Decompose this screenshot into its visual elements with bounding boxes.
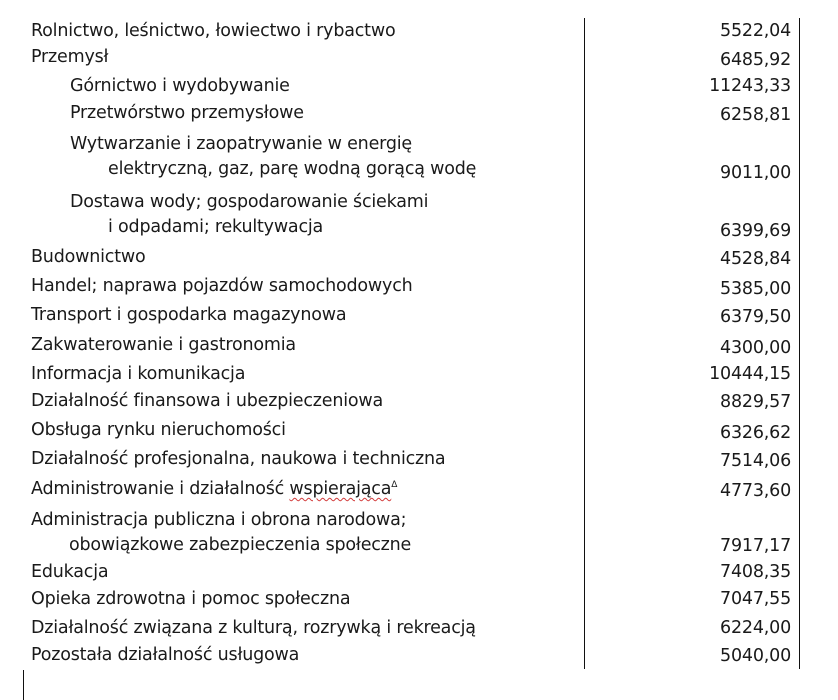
table-column-divider [584,18,585,669]
row-label-line1: Wytwarzanie i zaopatrywanie w energię [70,134,412,154]
row-value: 7514,06 [720,451,791,471]
row-value: 8829,57 [720,392,791,412]
row-label-line1: Administracja publiczna i obrona narodowa; [31,510,407,530]
row-label: Górnictwo i wydobywanie [70,76,290,96]
row-label [70,132,476,182]
table-right-border [799,18,800,669]
row-value: 5522,04 [720,21,791,41]
row-value: 5385,00 [720,279,791,299]
row-label: Informacja i komunikacja [31,364,246,384]
row-label: Działalność związana z kulturą, rozrywką i rekreacją [31,618,476,638]
row-label: Działalność finansowa i ubezpieczeniowa [31,391,384,411]
row-label-text: Administrowanie i działalność [31,479,290,499]
row-value: 6224,00 [720,618,791,638]
row-value: 7408,35 [720,562,791,582]
row-value: 7917,17 [720,536,791,556]
row-label-line1: Dostawa wody; gospodarowanie ściekami [70,192,429,212]
footnote-marker: Δ [391,480,398,491]
row-label: Opieka zdrowotna i pomoc społeczna [31,589,351,609]
row-value: 6258,81 [720,105,791,125]
row-label: Przemysł [31,47,109,67]
row-label: Transport i gospodarka magazynowa [31,305,347,325]
row-label: Pozostała działalność usługowa [31,645,300,665]
text-cursor [23,670,24,700]
row-label: Przetwórstwo przemysłowe [70,103,304,123]
row-value: 9011,00 [720,163,791,183]
row-value: 4773,60 [720,481,791,501]
row-value: 11243,33 [709,76,791,96]
spellcheck-flagged-word[interactable]: wspierająca [289,479,392,499]
row-label-line2: obowiązkowe zabezpieczenia społeczne [69,535,412,555]
row-label: Budownictwo [31,247,146,267]
row-label [31,508,411,558]
row-label [70,190,428,240]
row-value: 6399,69 [720,221,791,241]
row-value: 6326,62 [720,423,791,443]
row-label: Obsługa rynku nieruchomości [31,420,286,440]
row-label: Handel; naprawa pojazdów samochodowych [31,276,413,296]
row-label-line2: elektryczną, gaz, parę wodną gorącą wodę [108,159,477,179]
row-value: 4300,00 [720,338,791,358]
row-value: 5040,00 [720,646,791,666]
row-value: 6379,50 [720,307,791,327]
row-label: Rolnictwo, leśnictwo, łowiectwo i rybactwo [31,21,396,41]
row-label [31,477,397,502]
row-value: 4528,84 [720,249,791,269]
row-label: Edukacja [31,562,109,582]
row-value: 7047,55 [720,589,791,609]
row-label: Zakwaterowanie i gastronomia [31,335,296,355]
row-label: Działalność profesjonalna, naukowa i techniczna [31,449,446,469]
row-label-line2: i odpadami; rekultywacja [108,217,324,237]
row-value: 10444,15 [709,364,791,384]
row-value: 6485,92 [720,50,791,70]
